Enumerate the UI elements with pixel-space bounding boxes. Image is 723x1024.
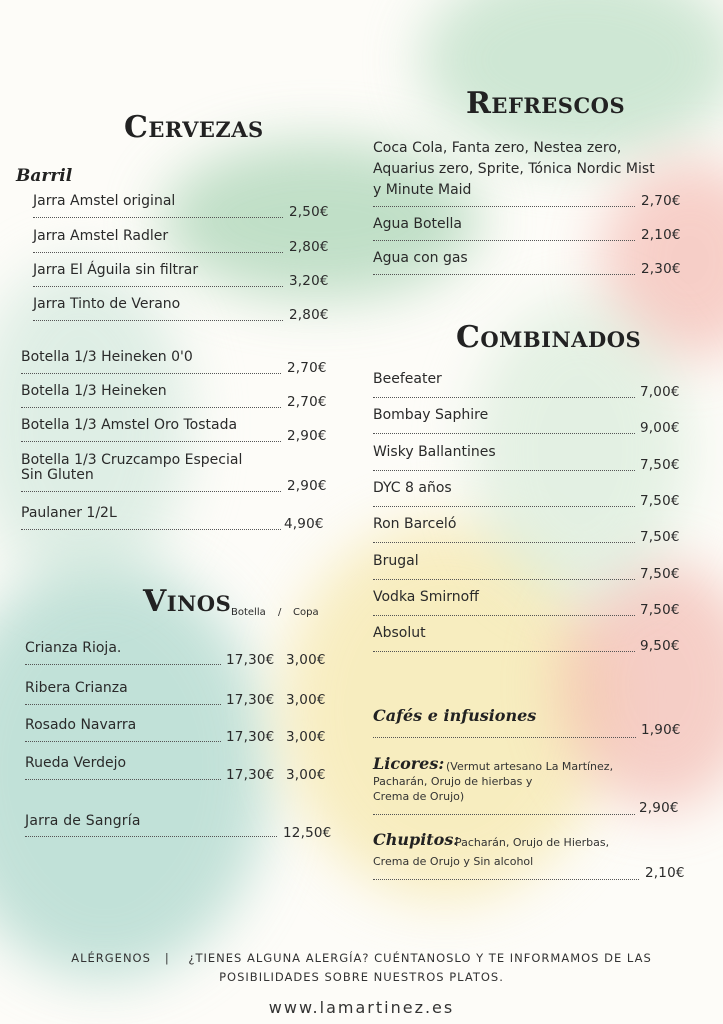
combinado-leader — [373, 651, 635, 652]
vino-copa-price: 3,00€ — [286, 729, 326, 745]
vino-copa-price: 3,00€ — [286, 767, 326, 783]
allergens-line-1: ALÉRGENOS | ¿TIENES ALGUNA ALERGÍA? CUÉNTANOSLO Y TE INFORMAMOS DE LAS — [71, 951, 652, 965]
barril-item-price: 2,50€ — [289, 204, 329, 220]
licores-price: 2,90€ — [639, 800, 679, 816]
barril-item-price: 2,80€ — [289, 307, 329, 323]
botella-leader — [21, 407, 281, 408]
licores-note-2: Pacharán, Orujo de hierbas y — [373, 775, 533, 788]
licores-note-1: (Vermut artesano La Martínez, — [446, 760, 614, 773]
refresco-leader — [373, 274, 635, 275]
botella-item-name: Paulaner 1/2L — [21, 505, 117, 521]
vino-botella-price: 17,30€ — [226, 767, 275, 783]
combinado-item-name: Absolut — [373, 625, 426, 642]
sangria-price: 12,50€ — [283, 825, 332, 841]
chupitos-note-1: Pacharán, Orujo de Hierbas, — [455, 836, 610, 849]
combinado-item-price: 7,50€ — [640, 601, 680, 618]
watercolor-green-top — [420, 0, 723, 160]
vinos-title: Vinos — [143, 584, 232, 619]
vinos-col-botella: Botella — [231, 607, 266, 618]
combinado-item-name: Bombay Saphire — [373, 407, 489, 424]
barril-item-name: Jarra Amstel original — [33, 193, 176, 209]
vinos-col-copa: Copa — [293, 607, 319, 618]
vino-item-name: Crianza Rioja. — [25, 640, 122, 656]
botella-item-price: 2,70€ — [287, 394, 327, 410]
cafes-price: 1,90€ — [641, 722, 681, 738]
chupitos-note-2: Crema de Orujo y Sin alcohol — [373, 855, 534, 868]
sangria-leader — [25, 836, 277, 837]
botella-item-price: 2,90€ — [287, 428, 327, 444]
vino-copa-price: 3,00€ — [286, 692, 326, 708]
combinado-item-price: 7,50€ — [640, 529, 680, 546]
allergens-line-2: POSIBILIDADES SOBRE NUESTROS PLATOS. — [219, 970, 504, 984]
vino-item-name: Ribera Crianza — [25, 680, 128, 696]
chupitos-title: Chupitos: — [373, 830, 460, 849]
licores-note-3: Crema de Orujo) — [373, 790, 465, 803]
combinado-item-name: Brugal — [373, 552, 419, 569]
website-link[interactable]: www.lamartinez.es — [268, 998, 455, 1017]
botella-item-price: 4,90€ — [284, 516, 324, 532]
vino-item-name: Rosado Navarra — [25, 717, 137, 733]
botella-item-price: 2,70€ — [287, 360, 327, 376]
botella-leader — [21, 373, 281, 374]
refresco-item-name: Coca Cola, Fanta zero, Nestea zero, — [373, 140, 622, 156]
vino-leader — [25, 664, 221, 665]
vino-botella-price: 17,30€ — [226, 692, 275, 708]
licores-leader — [373, 814, 635, 815]
chupitos-price: 2,10€ — [645, 865, 685, 881]
vino-leader — [25, 704, 221, 705]
botella-leader — [21, 441, 281, 442]
vino-item-name: Rueda Verdejo — [25, 755, 127, 771]
refresco-item-price: 2,30€ — [641, 261, 681, 277]
licores-title: Licores: — [373, 754, 445, 773]
refresco-item-name: y Minute Maid — [373, 182, 472, 198]
barril-leader — [33, 286, 283, 287]
barril-item-name: Jarra Tinto de Verano — [33, 296, 181, 312]
botella-item-name: Botella 1/3 Heineken 0'0 — [21, 349, 193, 365]
refresco-item-price: 2,70€ — [641, 193, 681, 209]
refresco-item-name: Aquarius zero, Sprite, Tónica Nordic Mist — [373, 161, 655, 177]
refrescos-title: Refrescos — [466, 86, 626, 121]
botella-item-name-line2: Sin Gluten — [21, 467, 94, 483]
barril-item-name: Jarra Amstel Radler — [33, 228, 169, 244]
combinado-leader — [373, 433, 635, 434]
vino-leader — [25, 779, 221, 780]
refresco-item-name: Agua con gas — [373, 250, 468, 266]
botella-leader — [21, 529, 281, 530]
combinado-leader — [373, 470, 635, 471]
refresco-item-price: 2,10€ — [641, 227, 681, 243]
cervezas-title: Cervezas — [124, 110, 264, 145]
combinado-item-price: 7,50€ — [640, 456, 680, 473]
vino-leader — [25, 741, 221, 742]
sangria-name: Jarra de Sangría — [25, 813, 141, 829]
vinos-col-sep: / — [278, 607, 282, 618]
combinado-item-price: 9,50€ — [640, 638, 680, 655]
combinado-item-name: DYC 8 años — [373, 479, 452, 496]
combinados-title: Combinados — [456, 320, 642, 355]
barril-item-name: Jarra El Águila sin filtrar — [33, 262, 199, 278]
cafes-title: Cafés e infusiones — [373, 706, 537, 725]
combinado-item-price: 7,00€ — [640, 384, 680, 400]
sangria-item — [25, 813, 141, 829]
botella-item-name: Botella 1/3 Heineken — [21, 383, 167, 399]
cafes-leader — [373, 737, 636, 738]
combinado-item-price: 7,50€ — [640, 492, 680, 509]
combinado-item-price: 9,00€ — [640, 420, 680, 437]
barril-subtitle: Barril — [16, 166, 73, 186]
botella-item-name: Botella 1/3 Amstel Oro Tostada — [21, 417, 238, 433]
refresco-leader — [373, 206, 635, 207]
vino-botella-price: 17,30€ — [226, 729, 275, 745]
vino-copa-price: 3,00€ — [286, 652, 326, 668]
combinado-leader — [373, 615, 635, 616]
chupitos-leader — [373, 879, 639, 880]
combinado-leader — [373, 506, 635, 507]
refresco-leader — [373, 240, 635, 241]
combinado-item-price: 7,50€ — [640, 565, 680, 582]
combinado-item-name: Beefeater — [373, 371, 442, 387]
combinado-item-name: Vodka Smirnoff — [373, 588, 479, 605]
combinado-leader — [373, 397, 635, 398]
barril-item-price: 3,20€ — [289, 273, 329, 289]
combinado-leader — [373, 542, 635, 543]
barril-item-price: 2,80€ — [289, 239, 329, 255]
refresco-item-name: Agua Botella — [373, 216, 462, 232]
barril-leader — [33, 320, 283, 321]
vino-botella-price: 17,30€ — [226, 652, 275, 668]
barril-leader — [33, 217, 283, 218]
botella-item-price: 2,90€ — [287, 478, 327, 494]
combinado-item-name: Ron Barceló — [373, 516, 457, 533]
combinado-item-name: Wisky Ballantines — [373, 443, 496, 460]
combinado-leader — [373, 579, 635, 580]
botella-leader — [21, 491, 281, 492]
barril-leader — [33, 252, 283, 253]
botella-item-name: Botella 1/3 Cruzcampo Especial — [21, 452, 243, 468]
